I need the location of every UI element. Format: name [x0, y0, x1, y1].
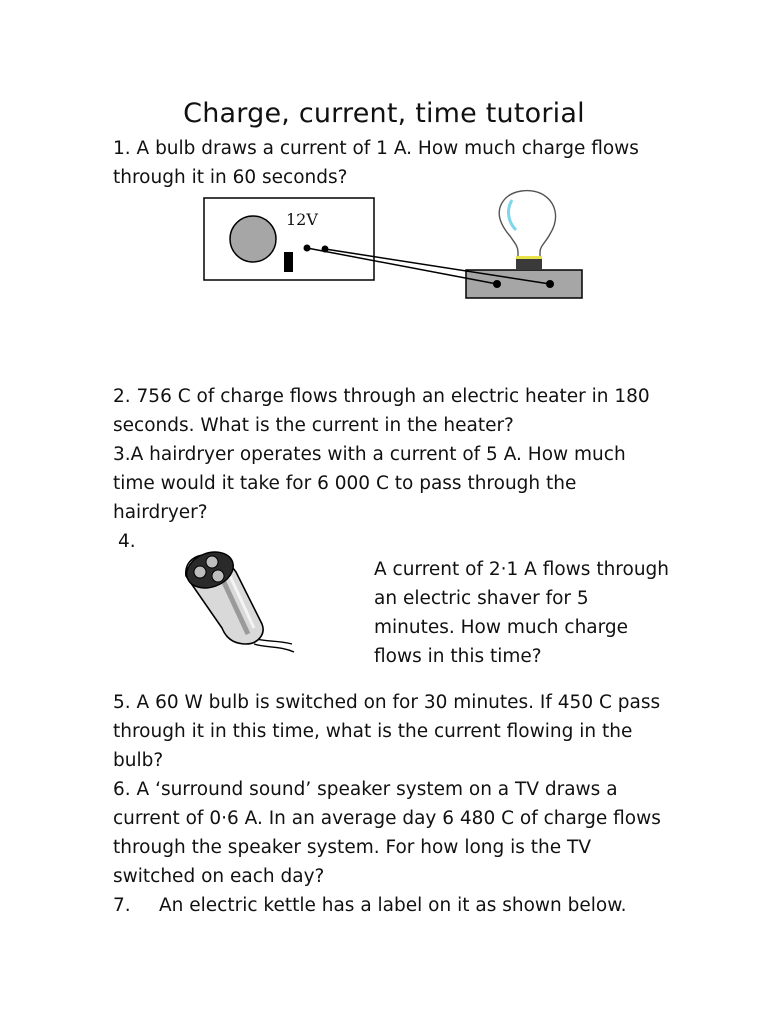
question-1: 1. A bulb draws a current of 1 A. How much charge flows through it in 60 seconds? [113, 138, 639, 188]
question-7 [113, 891, 673, 920]
page-title: Charge, current, time tutorial [183, 98, 585, 129]
question-4: A current of 2·1 A flows through an electric shaver for 5 minutes. How much charge flows in this time? [374, 559, 670, 667]
power-supply-switch [284, 252, 293, 272]
power-supply-dial [230, 216, 276, 262]
voltage-label: 12V [286, 210, 318, 229]
question-6: 6. A ‘surround sound’ speaker system on a TV draws a current of 0·6 A. In an average day 6 480 C of charge flows through the speaker system. For how long is the TV switched on each day? [113, 779, 661, 887]
light-bulb-icon [499, 191, 555, 270]
question-7-text: An electric kettle has a label on it as shown below. [159, 895, 627, 916]
question-5: 5. A 60 W bulb is switched on for 30 minutes. If 450 C pass through it in this time, what is the current flowing in the bulb? [113, 692, 661, 771]
question-7-number: 7. [113, 895, 131, 916]
question-4-number: 4. [118, 531, 136, 552]
question-2: 2. 756 C of charge flows through an electric heater in 180 seconds. What is the current in the heater? [113, 386, 650, 436]
electric-shaver-icon [182, 548, 300, 660]
circuit-diagram [200, 186, 590, 306]
question-3: 3.A hairdryer operates with a current of 5 A. How much time would it take for 6 000 C to pass through the hairdryer? [113, 444, 626, 523]
